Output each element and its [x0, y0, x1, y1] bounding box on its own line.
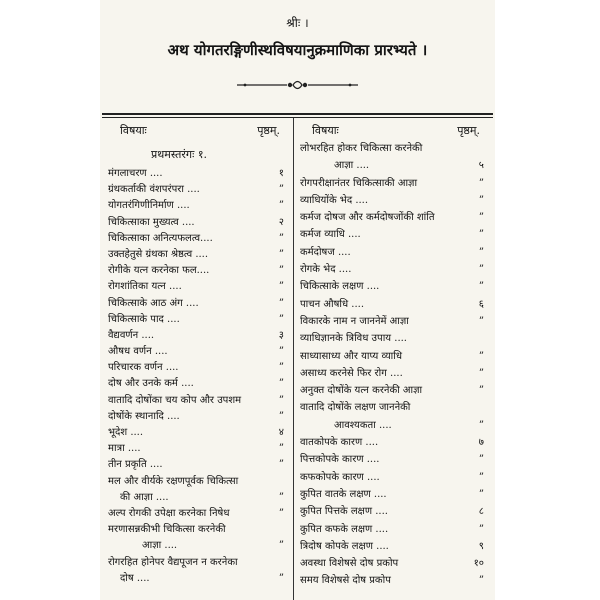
entry-topic: औषध वर्णन ....: [108, 346, 168, 358]
entry-page-number: ७: [478, 437, 484, 449]
index-entry: [106, 263, 288, 279]
entry-page-number: ”: [278, 491, 284, 503]
index-entry: [298, 572, 488, 589]
left-column: [106, 118, 288, 587]
entry-page-number: ”: [478, 315, 484, 327]
entry-page-number: ”: [278, 443, 284, 455]
entry-page-number: ८: [478, 506, 484, 518]
index-entry: [106, 474, 288, 490]
entry-page-number: ”: [278, 459, 284, 471]
entry-page-number: ”: [478, 246, 484, 258]
index-entry: [298, 382, 488, 399]
top-rule: [102, 113, 493, 115]
entry-topic: आवश्यकता ....: [334, 419, 392, 431]
entry-topic: वातादि दोषोंके लक्षण जाननेकी: [300, 402, 411, 414]
index-entry: [106, 409, 288, 425]
index-entry: [106, 441, 288, 457]
entry-page-number: ५: [478, 160, 484, 172]
entry-topic: त्रिदोष कोपके लक्षण ....: [300, 540, 389, 552]
entry-topic: ग्रंथकर्ताकी वंशपरंपरा ....: [108, 184, 200, 196]
entry-topic: वैद्यवर्णन ....: [108, 329, 155, 341]
index-entry: [298, 538, 488, 555]
entry-topic: आज्ञा ....: [334, 160, 370, 172]
entry-topic: कुपित कफके लक्षण ....: [300, 523, 389, 535]
entry-topic: अल्प रोगकी उपेक्षा करनेका निषेध: [108, 507, 230, 519]
entry-page-number: ४: [278, 427, 284, 438]
index-entry: [298, 469, 488, 486]
index-entry: [298, 330, 488, 347]
entry-page-number: ”: [278, 540, 284, 552]
entry-topic: वातकोपके कारण ....: [300, 437, 379, 449]
ornament-divider: [235, 78, 360, 92]
entry-page-number: ”: [278, 507, 284, 519]
entry-topic: कर्मज दोषज और कर्मदोषजोंकी शांति: [300, 212, 435, 224]
index-entry: [106, 457, 288, 473]
page-header: पृष्ठम्.: [257, 124, 280, 137]
entry-topic: रोगके भेद ....: [300, 264, 352, 276]
shri-invocation: श्रीः ।: [286, 16, 309, 30]
subject-header: विषयाः: [120, 124, 147, 137]
entry-topic: व्याधिज्ञानके त्रिविध उपाय ....: [300, 333, 407, 345]
right-column: [298, 118, 488, 590]
page-title: अथ योगतरङ्गिणीस्थविषयानुक्रमाणिका प्रारभ्यते ।: [167, 41, 428, 59]
entry-topic: परिचारक वर्णन ....: [108, 362, 179, 374]
index-entry: [298, 365, 488, 382]
subject-header: विषयाः: [312, 124, 339, 137]
index-entry: [298, 451, 488, 468]
entry-page-number: ३: [278, 329, 284, 341]
entry-page-number: २: [278, 216, 284, 228]
index-entry: [106, 279, 288, 295]
entry-topic: रोगरहित होनेपर वैद्यपूजन न करनेका: [108, 556, 238, 568]
index-entry: [298, 244, 488, 261]
entry-topic: कर्मज व्याधि ....: [300, 229, 361, 241]
entry-page-number: ”: [478, 212, 484, 224]
index-entry: [298, 313, 488, 330]
entry-topic: पाचन औषधि ....: [300, 298, 364, 310]
entry-page-number: ”: [478, 177, 484, 189]
entry-topic: रोगशांतिका यत्न ....: [108, 281, 182, 293]
entry-page-number: ”: [478, 471, 484, 483]
entry-topic: असाध्य करनेसे फिर रोग ....: [300, 367, 403, 379]
entry-topic: चिकित्साके आठ अंग ....: [108, 297, 199, 309]
entry-topic: चिकित्साका अनित्यफलत्व....: [108, 232, 213, 244]
entry-page-number: ”: [478, 454, 484, 466]
entry-page-number: १: [278, 168, 284, 179]
entry-page-number: ”: [278, 410, 284, 422]
entry-topic: कफकोपके कारण ....: [300, 471, 380, 483]
entry-page-number: ”: [278, 572, 284, 584]
entry-page-number: ”: [478, 264, 484, 276]
entry-page-number: ”: [278, 248, 284, 260]
entry-topic: अवस्था विशेषसे दोष प्रकोप: [300, 558, 399, 570]
index-entry: [106, 198, 288, 214]
index-entry: [298, 486, 488, 503]
entry-topic: योगतरंगिणीनिर्माण ....: [108, 200, 190, 212]
index-entry: [106, 522, 288, 538]
entry-page-number: ”: [278, 378, 284, 390]
entry-page-number: ”: [278, 313, 284, 325]
index-entry: [298, 140, 488, 157]
index-entry: [106, 328, 288, 344]
index-entry: [298, 175, 488, 192]
entry-page-number: १०: [473, 558, 484, 570]
index-page: [100, 0, 495, 600]
index-entry: [298, 226, 488, 243]
index-entry: [298, 399, 488, 416]
entry-topic: चिकित्साके पाद ....: [108, 313, 180, 325]
index-entry: [298, 521, 488, 538]
index-entry: [106, 215, 288, 231]
index-entry: [106, 571, 288, 587]
index-entry: [106, 490, 288, 506]
index-entry: [298, 555, 488, 572]
index-entry: [298, 209, 488, 226]
entry-topic: वातादि दोषोंका चय कोप और उपशम: [108, 394, 242, 406]
entry-topic: व्याधियोंके भेद ....: [300, 194, 369, 206]
entry-page-number: ”: [478, 575, 484, 587]
entry-topic: अनुक्त दोषोंके यत्न करनेकी आज्ञा: [300, 385, 423, 397]
entry-topic: मंगलाचरण ....: [108, 168, 163, 179]
index-entry: [298, 157, 488, 174]
entry-topic: आज्ञा ....: [142, 540, 178, 552]
index-entry: [298, 348, 488, 365]
entry-topic: दोषोंके स्थानादि ....: [108, 410, 180, 422]
index-entry: [106, 166, 288, 182]
right-column-header: [298, 118, 488, 140]
entry-topic: मात्रा ....: [108, 443, 141, 455]
entry-topic: लोभरहित होकर चिकित्सा करनेकी: [300, 143, 423, 154]
index-entry: [298, 434, 488, 451]
index-entry: [106, 538, 288, 554]
entry-page-number: ”: [278, 281, 284, 293]
entry-page-number: ”: [478, 419, 484, 431]
entry-page-number: ”: [278, 346, 284, 358]
entry-page-number: ”: [478, 523, 484, 535]
index-entry: [106, 312, 288, 328]
index-entry: [106, 555, 288, 571]
entry-topic: उक्तहेतुसे ग्रंथका श्रेष्ठत्व ....: [108, 248, 209, 260]
entry-topic: मल और वीर्यके रक्षणपूर्वक चिकित्सा: [108, 475, 239, 487]
index-entry: [298, 192, 488, 209]
section-heading: प्रथमस्तरंगः १.: [151, 148, 208, 161]
index-entry: [106, 393, 288, 409]
entry-page-number: ”: [478, 229, 484, 241]
left-entries: [106, 166, 288, 587]
entry-page-number: ”: [278, 362, 284, 374]
index-entry: [298, 503, 488, 520]
index-entry: [106, 425, 288, 441]
index-entry: [106, 231, 288, 247]
index-entry: [106, 376, 288, 392]
index-entry: [106, 506, 288, 522]
entry-topic: रोगीके यत्न करनेका फल....: [108, 265, 210, 277]
entry-page-number: ”: [478, 281, 484, 293]
entry-topic: कर्मदोषज ....: [300, 246, 351, 258]
index-entry: [106, 182, 288, 198]
entry-topic: दोष ....: [120, 572, 150, 584]
entry-topic: कुपित वातके लक्षण ....: [300, 488, 387, 500]
index-entry: [106, 344, 288, 360]
entry-page-number: ९: [478, 540, 484, 552]
entry-topic: की आज्ञा ....: [120, 491, 169, 503]
entry-topic: चिकित्साका मुख्यत्व ....: [108, 216, 195, 228]
entry-topic: विकारके नाम न जाननेमें आज्ञा: [300, 315, 409, 327]
entry-topic: समय विशेषसे दोष प्रकोप: [300, 575, 391, 587]
entry-page-number: ”: [278, 232, 284, 244]
entry-topic: पित्तकोपके कारण ....: [300, 454, 380, 466]
index-entry: [298, 278, 488, 295]
entry-topic: रोगपरीक्षानंतर चिकित्साकी आज्ञा: [300, 177, 418, 189]
index-entry: [106, 360, 288, 376]
right-entries: [298, 140, 488, 590]
index-entry: [106, 247, 288, 263]
index-entry: [298, 261, 488, 278]
entry-topic: मरणासन्नकीभी चिकित्सा करनेकी: [108, 524, 226, 536]
index-entry: [298, 296, 488, 313]
entry-topic: साध्यासाध्य और याप्य व्याधि: [300, 350, 403, 362]
entry-page-number: ”: [278, 184, 284, 196]
entry-page-number: ”: [278, 394, 284, 406]
page-header: पृष्ठम्.: [457, 124, 480, 137]
entry-page-number: ”: [278, 200, 284, 212]
entry-page-number: ”: [478, 194, 484, 206]
entry-page-number: ”: [478, 488, 484, 500]
entry-page-number: ”: [278, 297, 284, 309]
column-separator: [293, 118, 294, 600]
index-entry: [106, 296, 288, 312]
entry-page-number: ”: [278, 265, 284, 277]
entry-topic: कुपित पित्तके लक्षण ....: [300, 506, 388, 518]
entry-topic: भूदेश ....: [108, 427, 144, 438]
entry-page-number: ”: [478, 367, 484, 379]
entry-page-number: ”: [478, 385, 484, 397]
entry-topic: तीन प्रकृति ....: [108, 459, 163, 471]
entry-topic: चिकित्साके लक्षण ....: [300, 281, 380, 293]
entry-topic: दोष और उनके कर्म ....: [108, 378, 194, 390]
entry-page-number: ”: [478, 350, 484, 362]
entry-page-number: ६: [478, 298, 484, 310]
index-entry: [298, 417, 488, 434]
left-column-header: [106, 118, 288, 140]
